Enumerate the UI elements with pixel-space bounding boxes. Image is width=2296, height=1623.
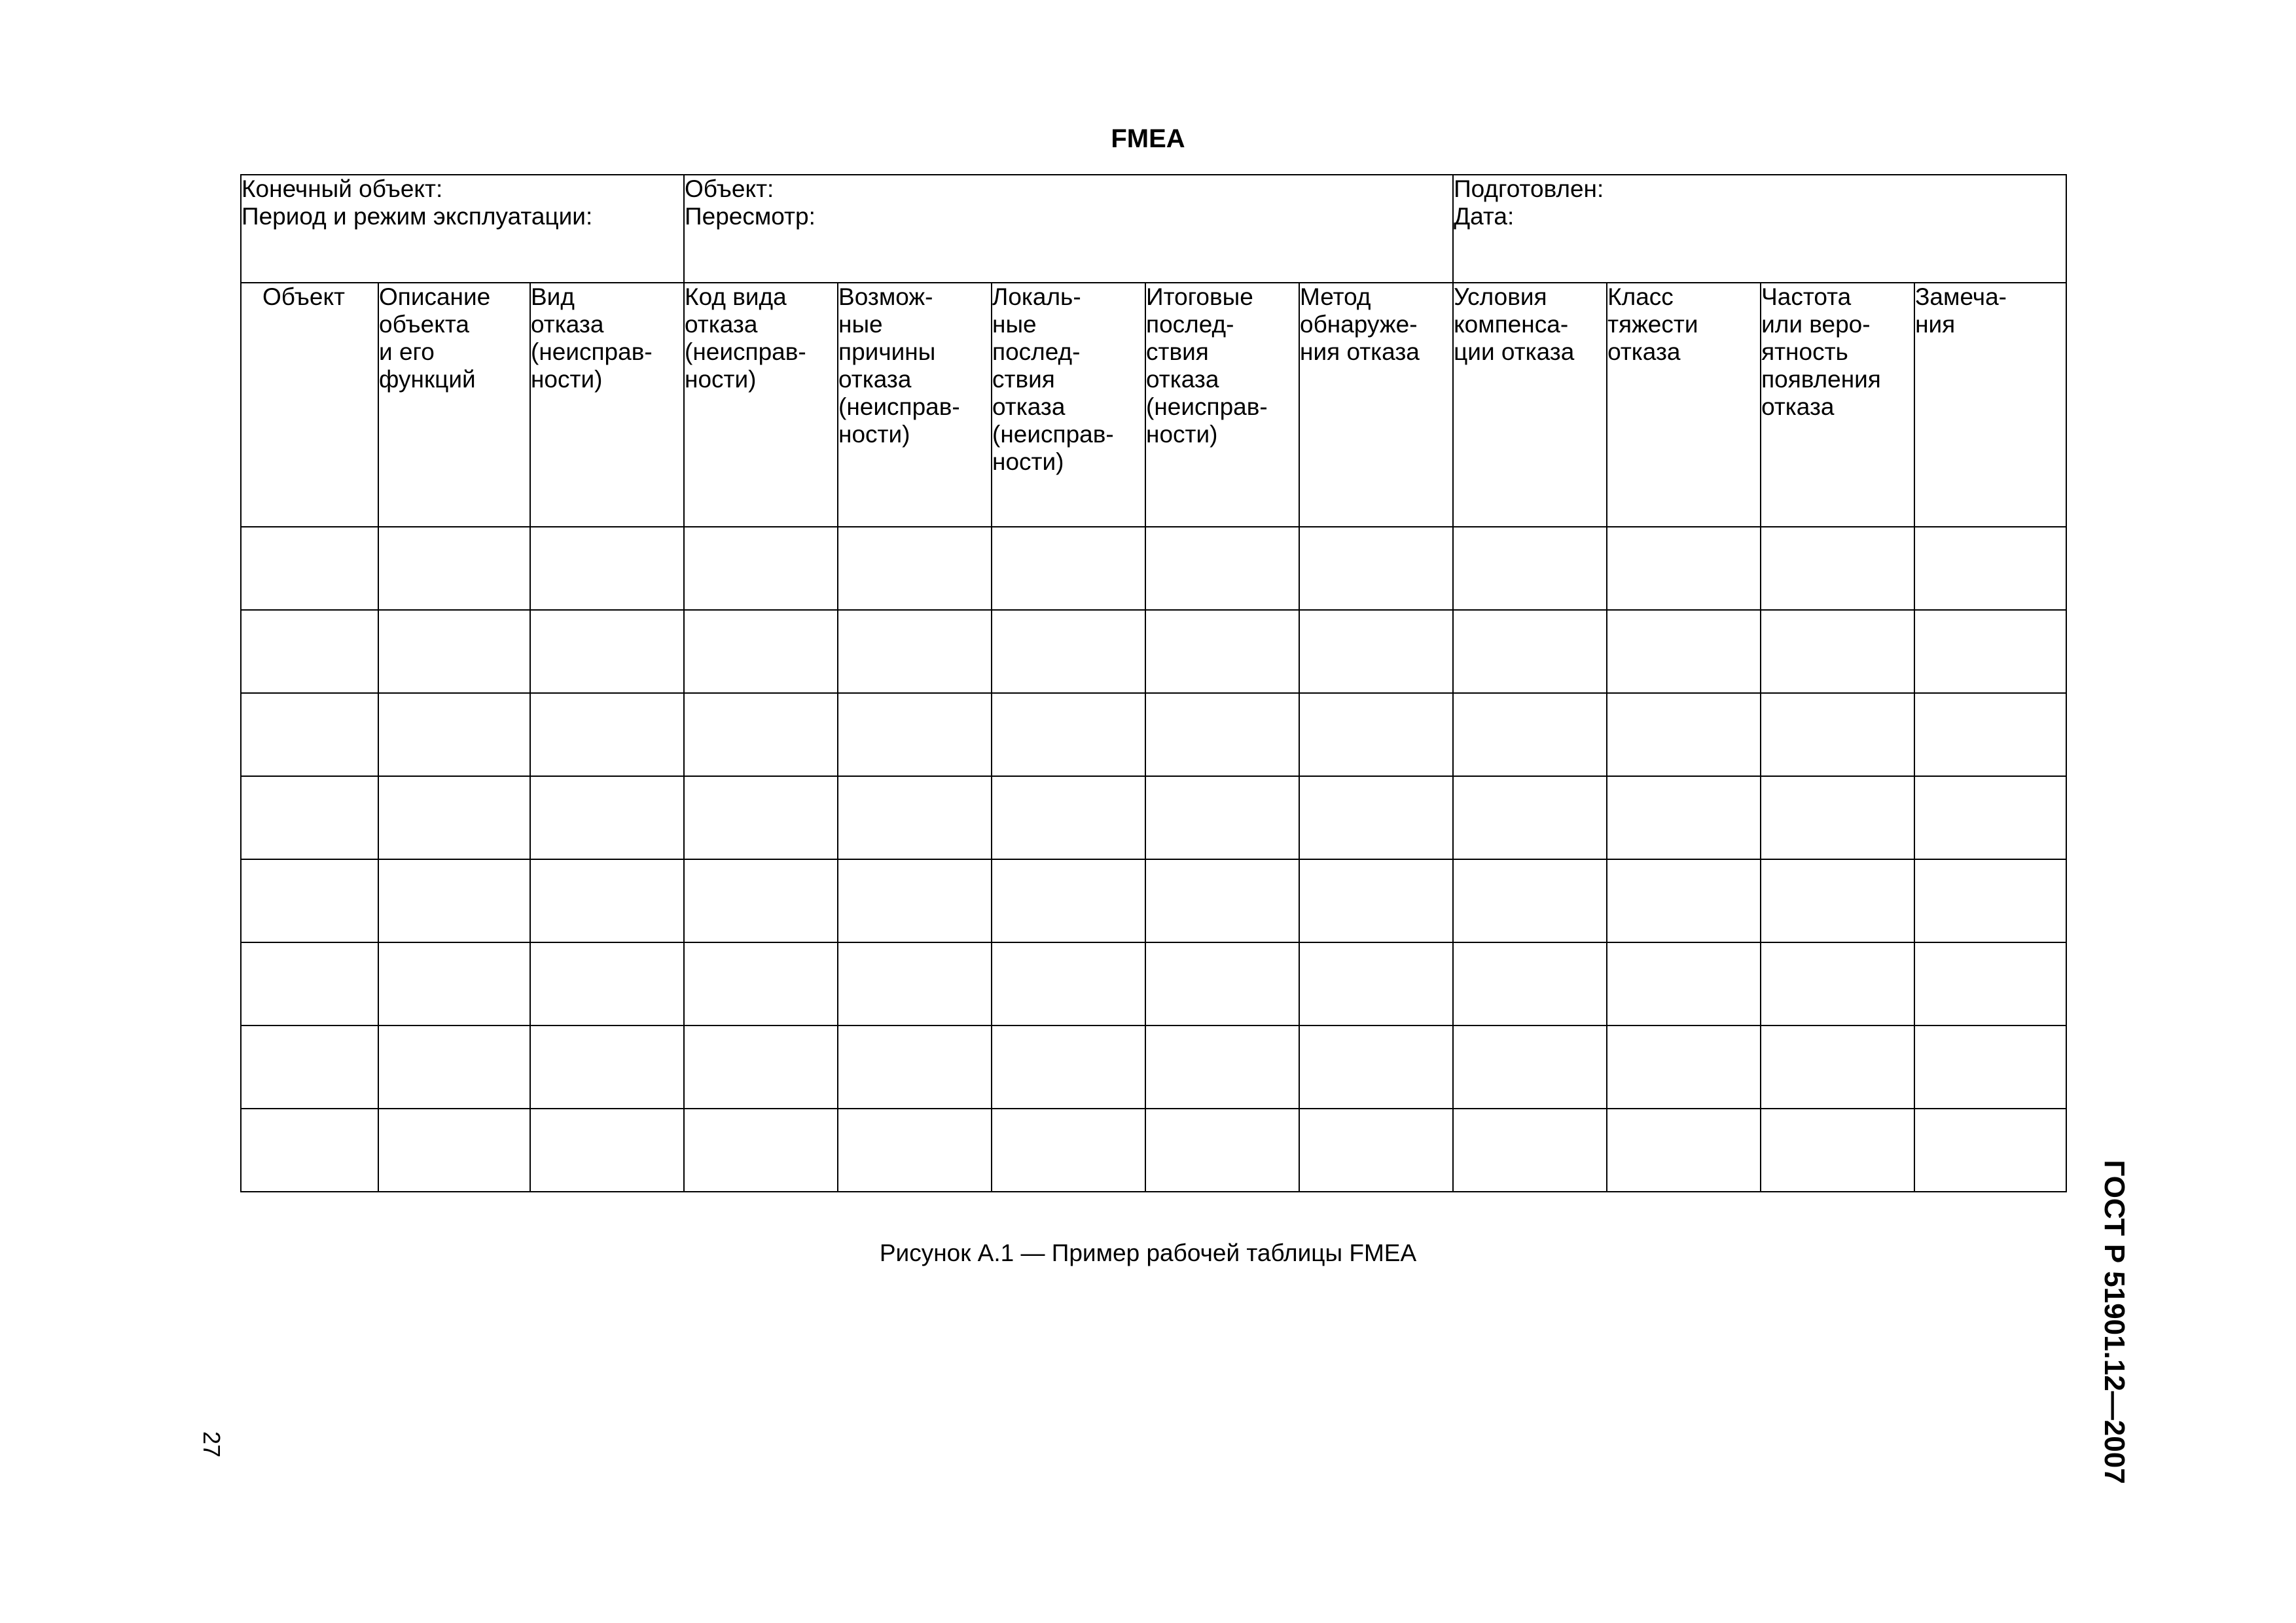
table-cell[interactable] [1761, 527, 1914, 610]
column-header [1299, 283, 1453, 527]
table-cell[interactable] [992, 1026, 1145, 1109]
table-cell[interactable] [684, 1026, 838, 1109]
table-cell[interactable] [1299, 859, 1453, 942]
table-cell[interactable] [838, 942, 992, 1026]
table-row [241, 1109, 2066, 1192]
column-header-text: отказа [992, 393, 1066, 420]
figure-caption: Рисунок А.1 — Пример рабочей таблицы FMEA [879, 1240, 1417, 1266]
fmea-worksheet-table [240, 174, 2067, 1192]
table-cell[interactable] [992, 527, 1145, 610]
table-cell[interactable] [684, 942, 838, 1026]
table-cell[interactable] [1453, 527, 1607, 610]
column-header-text: (неисправ- [685, 338, 806, 365]
table-cell[interactable] [530, 859, 684, 942]
column-header-text: тяжести [1607, 311, 1698, 338]
table-cell[interactable] [241, 1026, 378, 1109]
column-header-text: ствия [1146, 338, 1209, 365]
column-header-text: Код вида [685, 283, 787, 310]
column-header-text: ния отказа [1300, 338, 1420, 365]
table-cell[interactable] [1914, 527, 2066, 610]
table-cell[interactable] [530, 693, 684, 776]
table-row [241, 859, 2066, 942]
column-header [1453, 283, 1607, 527]
table-cell[interactable] [1914, 776, 2066, 859]
revision-label: Пересмотр: [685, 203, 816, 230]
object-label: Объект: [685, 175, 774, 202]
table-cell[interactable] [1299, 527, 1453, 610]
table-cell[interactable] [1914, 693, 2066, 776]
column-header-text: Итоговые [1146, 283, 1253, 310]
column-header-text: функций [379, 366, 476, 393]
table-cell[interactable] [241, 693, 378, 776]
column-header-text: послед- [1146, 311, 1234, 338]
column-header-text: отказа [1761, 393, 1835, 420]
object-cell [684, 175, 1453, 283]
table-cell[interactable] [530, 776, 684, 859]
column-header-text: (неисправ- [1146, 393, 1268, 420]
table-cell[interactable] [992, 859, 1145, 942]
column-header-text: компенса- [1454, 311, 1569, 338]
column-header-text: ции отказа [1454, 338, 1575, 365]
table-cell[interactable] [1299, 610, 1453, 693]
column-header-text: (неисправ- [531, 338, 653, 365]
table-cell[interactable] [992, 693, 1145, 776]
table-cell[interactable] [1453, 610, 1607, 693]
table-cell[interactable] [1607, 1109, 1761, 1192]
table-cell[interactable] [1299, 942, 1453, 1026]
table-cell[interactable] [1453, 693, 1607, 776]
table-cell[interactable] [992, 942, 1145, 1026]
table-cell[interactable] [838, 1109, 992, 1192]
column-header-row [241, 283, 2066, 527]
table-cell[interactable] [838, 693, 992, 776]
table-cell[interactable] [1145, 859, 1299, 942]
table-cell[interactable] [1145, 942, 1299, 1026]
table-cell[interactable] [530, 1026, 684, 1109]
table-cell[interactable] [684, 776, 838, 859]
table-cell[interactable] [1607, 527, 1761, 610]
table-cell[interactable] [1761, 610, 1914, 693]
table-cell[interactable] [241, 942, 378, 1026]
column-header-text: ности) [685, 366, 757, 393]
table-cell[interactable] [530, 610, 684, 693]
column-header-text: ности) [531, 366, 603, 393]
column-header [241, 283, 378, 527]
column-header-text: Метод [1300, 283, 1371, 310]
table-row [241, 1026, 2066, 1109]
end-object-label: Конечный объект: [242, 175, 443, 202]
table-cell[interactable] [1145, 776, 1299, 859]
table-meta-row [241, 175, 2066, 283]
table-cell[interactable] [378, 527, 530, 610]
column-header-text: Вид [531, 283, 575, 310]
table-cell[interactable] [684, 693, 838, 776]
table-cell[interactable] [1761, 1026, 1914, 1109]
table-cell[interactable] [684, 859, 838, 942]
table-cell[interactable] [838, 859, 992, 942]
column-header [838, 283, 992, 527]
table-row [241, 776, 2066, 859]
column-header-text: Возмож- [838, 283, 933, 310]
table-cell[interactable] [241, 527, 378, 610]
table-cell[interactable] [838, 776, 992, 859]
table-body [241, 527, 2066, 1192]
column-header-text: отказа [838, 366, 912, 393]
table-cell[interactable] [1607, 693, 1761, 776]
column-header-text: ствия [992, 366, 1055, 393]
column-header [684, 283, 838, 527]
column-header-text: Условия [1454, 283, 1547, 310]
table-cell[interactable] [1453, 1026, 1607, 1109]
table-cell[interactable] [1607, 776, 1761, 859]
table-cell[interactable] [378, 610, 530, 693]
column-header-text: Локаль- [992, 283, 1081, 310]
column-header-text: отказа [1607, 338, 1681, 365]
period-mode-label: Период и режим эксплуатации: [242, 203, 593, 230]
table-cell[interactable] [684, 610, 838, 693]
table-cell[interactable] [1453, 1109, 1607, 1192]
column-header [1145, 283, 1299, 527]
column-header-text: (неисправ- [838, 393, 960, 420]
column-header-text: ятность [1761, 338, 1848, 365]
column-header [992, 283, 1145, 527]
table-cell[interactable] [1761, 776, 1914, 859]
column-header-text: появления [1761, 366, 1881, 393]
table-cell[interactable] [992, 1109, 1145, 1192]
table-cell[interactable] [1453, 776, 1607, 859]
table-cell[interactable] [1914, 1109, 2066, 1192]
table-row [241, 610, 2066, 693]
table-cell[interactable] [1607, 1026, 1761, 1109]
column-header-text: Объект [262, 283, 345, 310]
table-cell[interactable] [378, 1109, 530, 1192]
prepared-label: Подготовлен: [1454, 175, 1604, 202]
table-cell[interactable] [1607, 859, 1761, 942]
table-cell[interactable] [838, 1026, 992, 1109]
column-header-text: ные [838, 311, 883, 338]
table-cell[interactable] [241, 610, 378, 693]
table-cell[interactable] [1145, 693, 1299, 776]
document-title: FMEA [1111, 124, 1185, 153]
table-cell[interactable] [1299, 776, 1453, 859]
column-header-text: ности) [838, 421, 910, 448]
table-cell[interactable] [1299, 1026, 1453, 1109]
prepared-cell [1453, 175, 2066, 283]
column-header-text: ные [992, 311, 1037, 338]
column-header-text: и его [379, 338, 435, 365]
table-cell[interactable] [378, 1026, 530, 1109]
table-cell[interactable] [1914, 942, 2066, 1026]
table-row [241, 942, 2066, 1026]
table-cell[interactable] [1299, 1109, 1453, 1192]
column-header-text: Класс [1607, 283, 1674, 310]
table-cell[interactable] [1914, 1026, 2066, 1109]
table-cell[interactable] [684, 1109, 838, 1192]
column-header-text: Замеча- [1915, 283, 2007, 310]
page-number: 27 [198, 1431, 225, 1458]
table-cell[interactable] [241, 859, 378, 942]
table-cell[interactable] [992, 776, 1145, 859]
table-cell[interactable] [838, 610, 992, 693]
table-cell[interactable] [378, 859, 530, 942]
table-cell[interactable] [1145, 1026, 1299, 1109]
table-cell[interactable] [241, 776, 378, 859]
table-cell[interactable] [378, 693, 530, 776]
column-header-text: причины [838, 338, 936, 365]
table-cell[interactable] [1453, 859, 1607, 942]
table-row [241, 527, 2066, 610]
table-cell[interactable] [684, 527, 838, 610]
table-cell[interactable] [378, 942, 530, 1026]
column-header-text: отказа [1146, 366, 1219, 393]
column-header-text: ния [1915, 311, 1956, 338]
column-header-text: ности) [1146, 421, 1218, 448]
table-cell[interactable] [1914, 610, 2066, 693]
column-header [530, 283, 684, 527]
column-header [378, 283, 530, 527]
column-header-text: отказа [685, 311, 758, 338]
date-label: Дата: [1454, 203, 1515, 230]
table-cell[interactable] [530, 527, 684, 610]
table-cell[interactable] [1607, 942, 1761, 1026]
standard-code: ГОСТ Р 51901.12—2007 [2098, 1160, 2130, 1484]
column-header-text: обнаруже- [1300, 311, 1418, 338]
table-cell[interactable] [1761, 693, 1914, 776]
column-header-text: отказа [531, 311, 604, 338]
column-header-text: или веро- [1761, 311, 1871, 338]
table-cell[interactable] [530, 942, 684, 1026]
table-row [241, 693, 2066, 776]
column-header-text: Частота [1761, 283, 1852, 310]
table-cell[interactable] [1761, 1109, 1914, 1192]
table-cell[interactable] [1145, 527, 1299, 610]
table-cell[interactable] [1761, 859, 1914, 942]
table-cell[interactable] [1607, 610, 1761, 693]
column-header [1607, 283, 1761, 527]
table-cell[interactable] [378, 776, 530, 859]
column-header-text: объекта [379, 311, 469, 338]
column-header-text: Описание [379, 283, 491, 310]
table-cell[interactable] [1145, 610, 1299, 693]
column-header [1761, 283, 1914, 527]
column-header-text: (неисправ- [992, 421, 1114, 448]
table-cell[interactable] [241, 1109, 378, 1192]
table-cell[interactable] [1145, 1109, 1299, 1192]
table-cell[interactable] [1914, 859, 2066, 942]
column-header [1914, 283, 2066, 527]
table-cell[interactable] [992, 610, 1145, 693]
table-cell[interactable] [838, 527, 992, 610]
table-cell[interactable] [1453, 942, 1607, 1026]
end-object-cell [241, 175, 684, 283]
table-cell[interactable] [1299, 693, 1453, 776]
column-header-text: ности) [992, 448, 1064, 475]
table-cell[interactable] [530, 1109, 684, 1192]
table-cell[interactable] [1761, 942, 1914, 1026]
column-header-text: послед- [992, 338, 1081, 365]
